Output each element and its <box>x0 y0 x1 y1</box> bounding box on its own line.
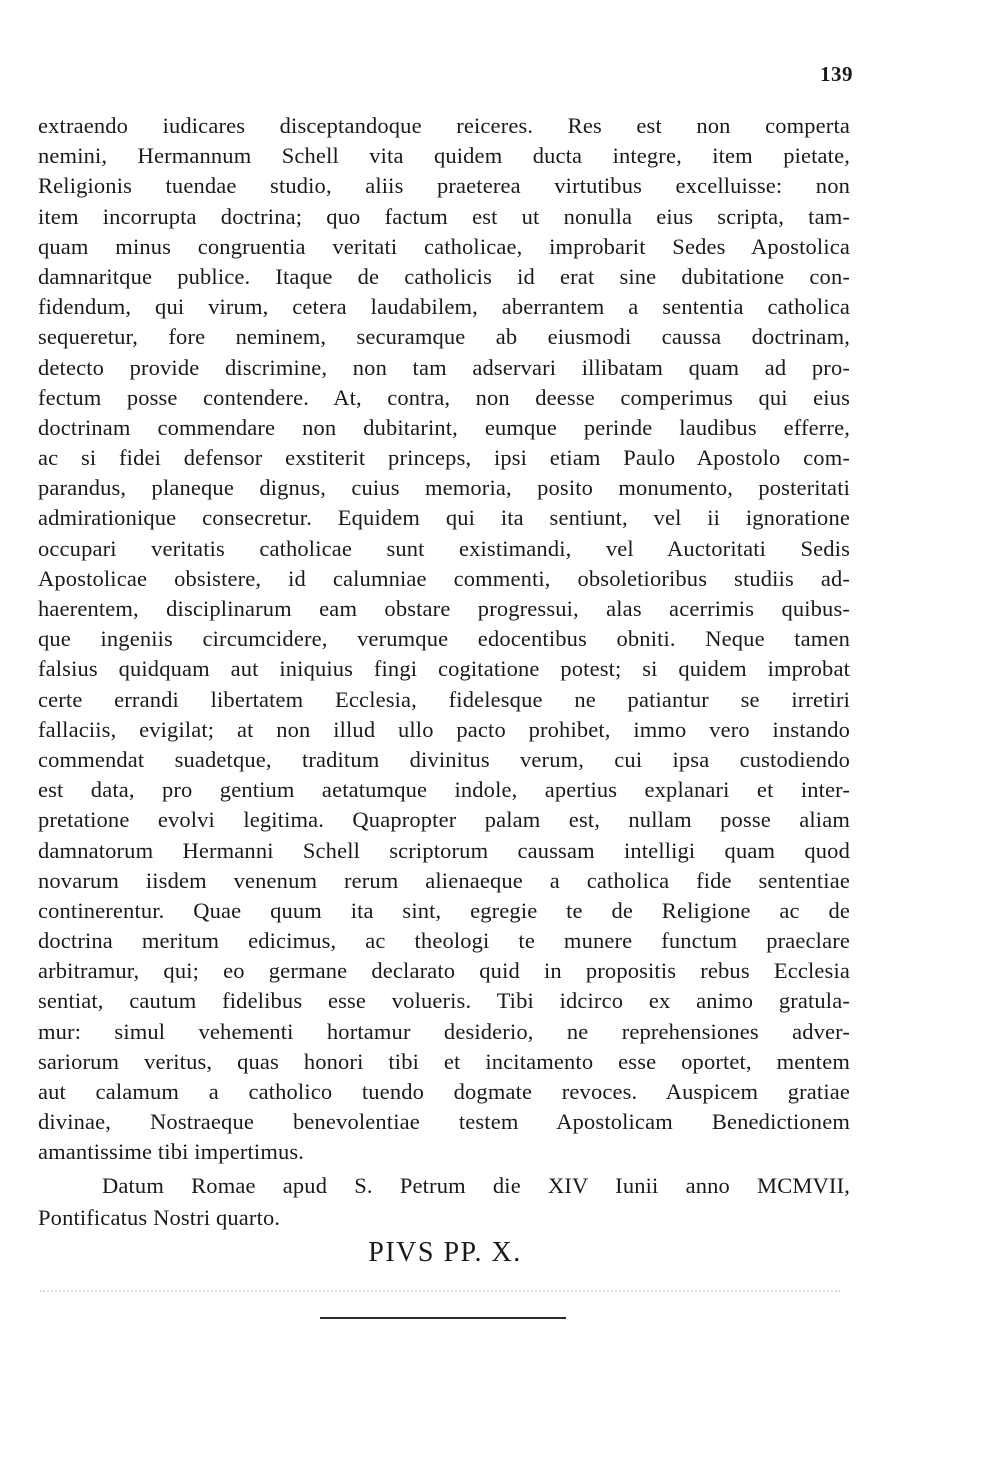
page-number: 139 <box>820 62 853 86</box>
text-line: quam minus congruentia veritati catholicae, improbarit Sedes Apostolica <box>38 233 850 259</box>
text-line: continerentur. Quae quum ita sint, egregie te de Religione ac de <box>38 897 850 923</box>
text-line: mur: simul vehementi hortamur desiderio, ne reprehensiones adver- <box>38 1018 850 1044</box>
text-line: amantissime tibi impertimus. <box>38 1139 305 1165</box>
text-line: Religionis tuendae studio, aliis praeterea virtutibus excelluisse: non <box>38 173 850 199</box>
closing-rule <box>320 1317 566 1319</box>
scan-specks <box>40 1290 840 1296</box>
text-line: nemini, Hermannum Schell vita quidem ducta integre, item pietate, <box>38 143 850 169</box>
text-line: aut calamum a catholico tuendo dogmate revoces. Auspicem gratiae <box>38 1079 850 1104</box>
text-line: divinae, Nostraeque benevolentiae testem Apostolicam Benedictionem <box>38 1109 850 1135</box>
text-line: admirationique consecretur. Equidem qui ita sentiunt, vel ii ignoratione <box>38 505 850 531</box>
dateline <box>38 1170 850 1234</box>
text-line: parandus, planeque dignus, cuius memoria, posito monumento, posteritati <box>38 475 850 501</box>
text-line: fallaciis, evigilat; at non illud ullo pacto prohibet, immo vero instando <box>38 716 850 742</box>
dateline-line: Pontificatus Nostri quarto. <box>38 1205 281 1230</box>
text-line: damnaritque publice. Itaque de catholicis id erat sine dubitatione con- <box>38 263 850 289</box>
text-line: doctrinam commendare non dubitarint, eumque perinde laudibus efferre, <box>38 414 850 440</box>
letter-body <box>38 111 850 1168</box>
dateline-line: Datum Romae apud S. Petrum die XIV Iunii anno MCMVII, <box>102 1173 850 1198</box>
text-line: sariorum veritus, quas honori tibi et incitamento esse oportet, mentem <box>38 1048 850 1074</box>
text-line: sequeretur, fore neminem, securamque ab eiusmodi caussa doctrinam, <box>38 324 850 350</box>
text-line: Apostolicae obsistere, id calumniae commenti, obsoletioribus studiis ad- <box>38 565 850 591</box>
text-line: damnatorum Hermanni Schell scriptorum caussam intelligi quam quod <box>38 837 850 863</box>
text-line: falsius quidquam aut iniquius fingi cogitatione potest; si quidem improbat <box>38 656 850 682</box>
text-line: commendat suadetque, traditum divinitus verum, cui ipsa custodiendo <box>38 746 850 772</box>
text-line: novarum iisdem venenum rerum alienaeque a catholica fide sententiae <box>38 867 850 893</box>
text-line: est data, pro gentium aetatumque indole, apertius explanari et inter- <box>38 777 850 803</box>
text-line: pretatione evolvi legitima. Quapropter palam est, nullam posse aliam <box>38 807 850 833</box>
text-line: certe errandi libertatem Ecclesia, fidelesque ne patiantur se irretiri <box>38 686 850 712</box>
text-line: doctrina meritum edicimus, ac theologi te munere functum praeclare <box>38 928 850 954</box>
text-line: sentiat, cautum fidelibus esse volueris. Tibi idcirco ex animo gratula- <box>38 988 850 1014</box>
text-line: ac si fidei defensor exstiterit princeps, ipsi etiam Paulo Apostolo com- <box>38 445 850 471</box>
text-line: extraendo iudicares disceptandoque reiceres. Res est non comperta <box>38 113 850 138</box>
text-line: fectum posse contendere. At, contra, non deesse comperimus qui eius <box>38 384 850 410</box>
text-line: que ingeniis circumcidere, verumque edocentibus obniti. Neque tamen <box>38 626 850 652</box>
text-line: item incorrupta doctrina; quo factum est ut nonulla eius scripta, tam- <box>38 203 850 229</box>
text-line: occupari veritatis catholicae sunt existimandi, vel Auctoritati Sedis <box>38 535 850 561</box>
text-line: haerentem, disciplinarum eam obstare progressui, alas acerrimis quibus- <box>38 596 850 621</box>
signature: PIVS PP. X. <box>368 1237 522 1268</box>
text-line: fidendum, qui virum, cetera laudabilem, aberrantem a sententia catholica <box>38 294 850 320</box>
text-line: detecto provide discrimine, non tam adservari illibatam quam ad pro- <box>38 354 850 380</box>
text-line: arbitramur, qui; eo germane declarato quid in propositis rebus Ecclesia <box>38 958 850 984</box>
